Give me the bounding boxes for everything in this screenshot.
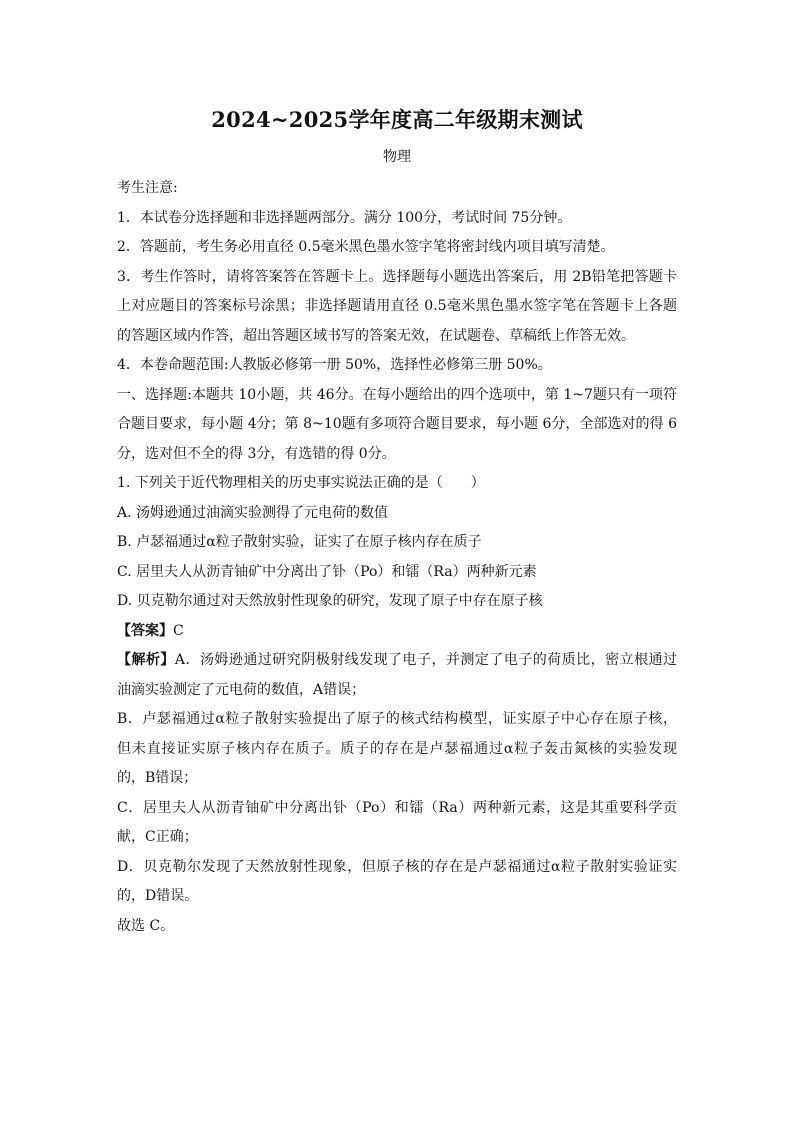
section-instructions-line-2: 合题目要求，每小题 4分；第 8~10题有多项符合题目要求，每小题 6分，全部选对的得 6 <box>117 416 677 432</box>
analysis-line-7: 献，C正确； <box>117 829 198 845</box>
exam-subject: 物理 <box>383 149 411 165</box>
analysis-line-2: 油滴实验测定了元电荷的数值，A错误； <box>117 681 366 698</box>
answer-line <box>117 617 677 647</box>
analysis-line-3: B．卢瑟福通过α粒子散射实验提出了原子的核式结构模型，证实原子中心存在原子核， <box>117 711 677 727</box>
document-body <box>117 174 677 941</box>
analysis-line-6: C．居里夫人从沥青铀矿中分离出钋（Po）和镭（Ra）两种新元素，这是其重要科学贡 <box>117 799 677 816</box>
notice-item-1: 1．本试卷分选择题和非选择题两部分。满分 100分，考试时间 75分钟。 <box>117 209 572 226</box>
notice-item-4: 4．本卷命题范围:人教版必修第一册 50%，选择性必修第三册 50%。 <box>117 357 552 373</box>
analysis-label: 【解析】 <box>117 652 175 668</box>
analysis-text-1: A．汤姆逊通过研究阴极射线发现了电子，并测定了电子的荷质比，密立根通过 <box>174 652 678 668</box>
answer-value: C <box>173 622 184 639</box>
notice-heading: 考生注意: <box>117 180 178 196</box>
exam-title: 2024~2025学年度高二年级期末测试 <box>211 107 583 132</box>
answer-label: 【答案】 <box>117 622 173 639</box>
section-instructions-line-1: 一、选择题:本题共 10小题，共 46分。在每小题给出的四个选项中，第 1~7题只有一项符 <box>117 386 677 403</box>
analysis-line-4: 但未直接证实原子核内存在质子。质子的存在是卢瑟福通过α粒子轰击氮核的实验发现 <box>117 740 677 757</box>
notice-item-3-line-1: 3．考生作答时，请将答案答在答题卡上。选择题每小题选出答案后，用 2B铅笔把答题卡 <box>117 268 677 285</box>
question-option-b: B. 卢瑟福通过α粒子散射实验，证实了在原子核内存在质子 <box>117 534 482 550</box>
analysis-conclusion: 故选 C。 <box>117 917 175 934</box>
question-option-a: A. 汤姆逊通过油滴实验测得了元电荷的数值 <box>117 504 389 521</box>
question-option-d: D. 贝克勒尔通过对天然放射性现象的研究，发现了原子中存在原子核 <box>117 593 543 609</box>
analysis-line-5: 的，B错误； <box>117 770 198 786</box>
analysis-line-8: D．贝克勒尔发现了天然放射性现象，但原子核的存在是卢瑟福通过α粒子散射实验证实 <box>117 858 677 875</box>
analysis-line-9: 的，D错误。 <box>117 888 199 904</box>
notice-item-2: 2．答题前，考生务必用直径 0.5毫米黑色墨水签字笔将密封线内项目填写清楚。 <box>117 239 615 255</box>
question-stem: 1. 下列关于近代物理相关的历史事实说法正确的是（ ） <box>117 475 485 491</box>
section-instructions-line-3: 分，选对但不全的得 3分，有选错的得 0分。 <box>117 445 396 462</box>
notice-item-3-line-3: 的答题区域内作答，超出答题区域书写的答案无效，在试题卷、草稿纸上作答无效。 <box>117 327 635 344</box>
analysis-line-1 <box>117 646 677 676</box>
question-option-c: C. 居里夫人从沥青铀矿中分离出了钋（Po）和镭（Ra）两种新元素 <box>117 563 537 580</box>
notice-item-3-line-2: 上对应题目的答案标号涂黑；非选择题请用直径 0.5毫米黑色墨水签字笔在答题卡上各题 <box>117 298 677 314</box>
